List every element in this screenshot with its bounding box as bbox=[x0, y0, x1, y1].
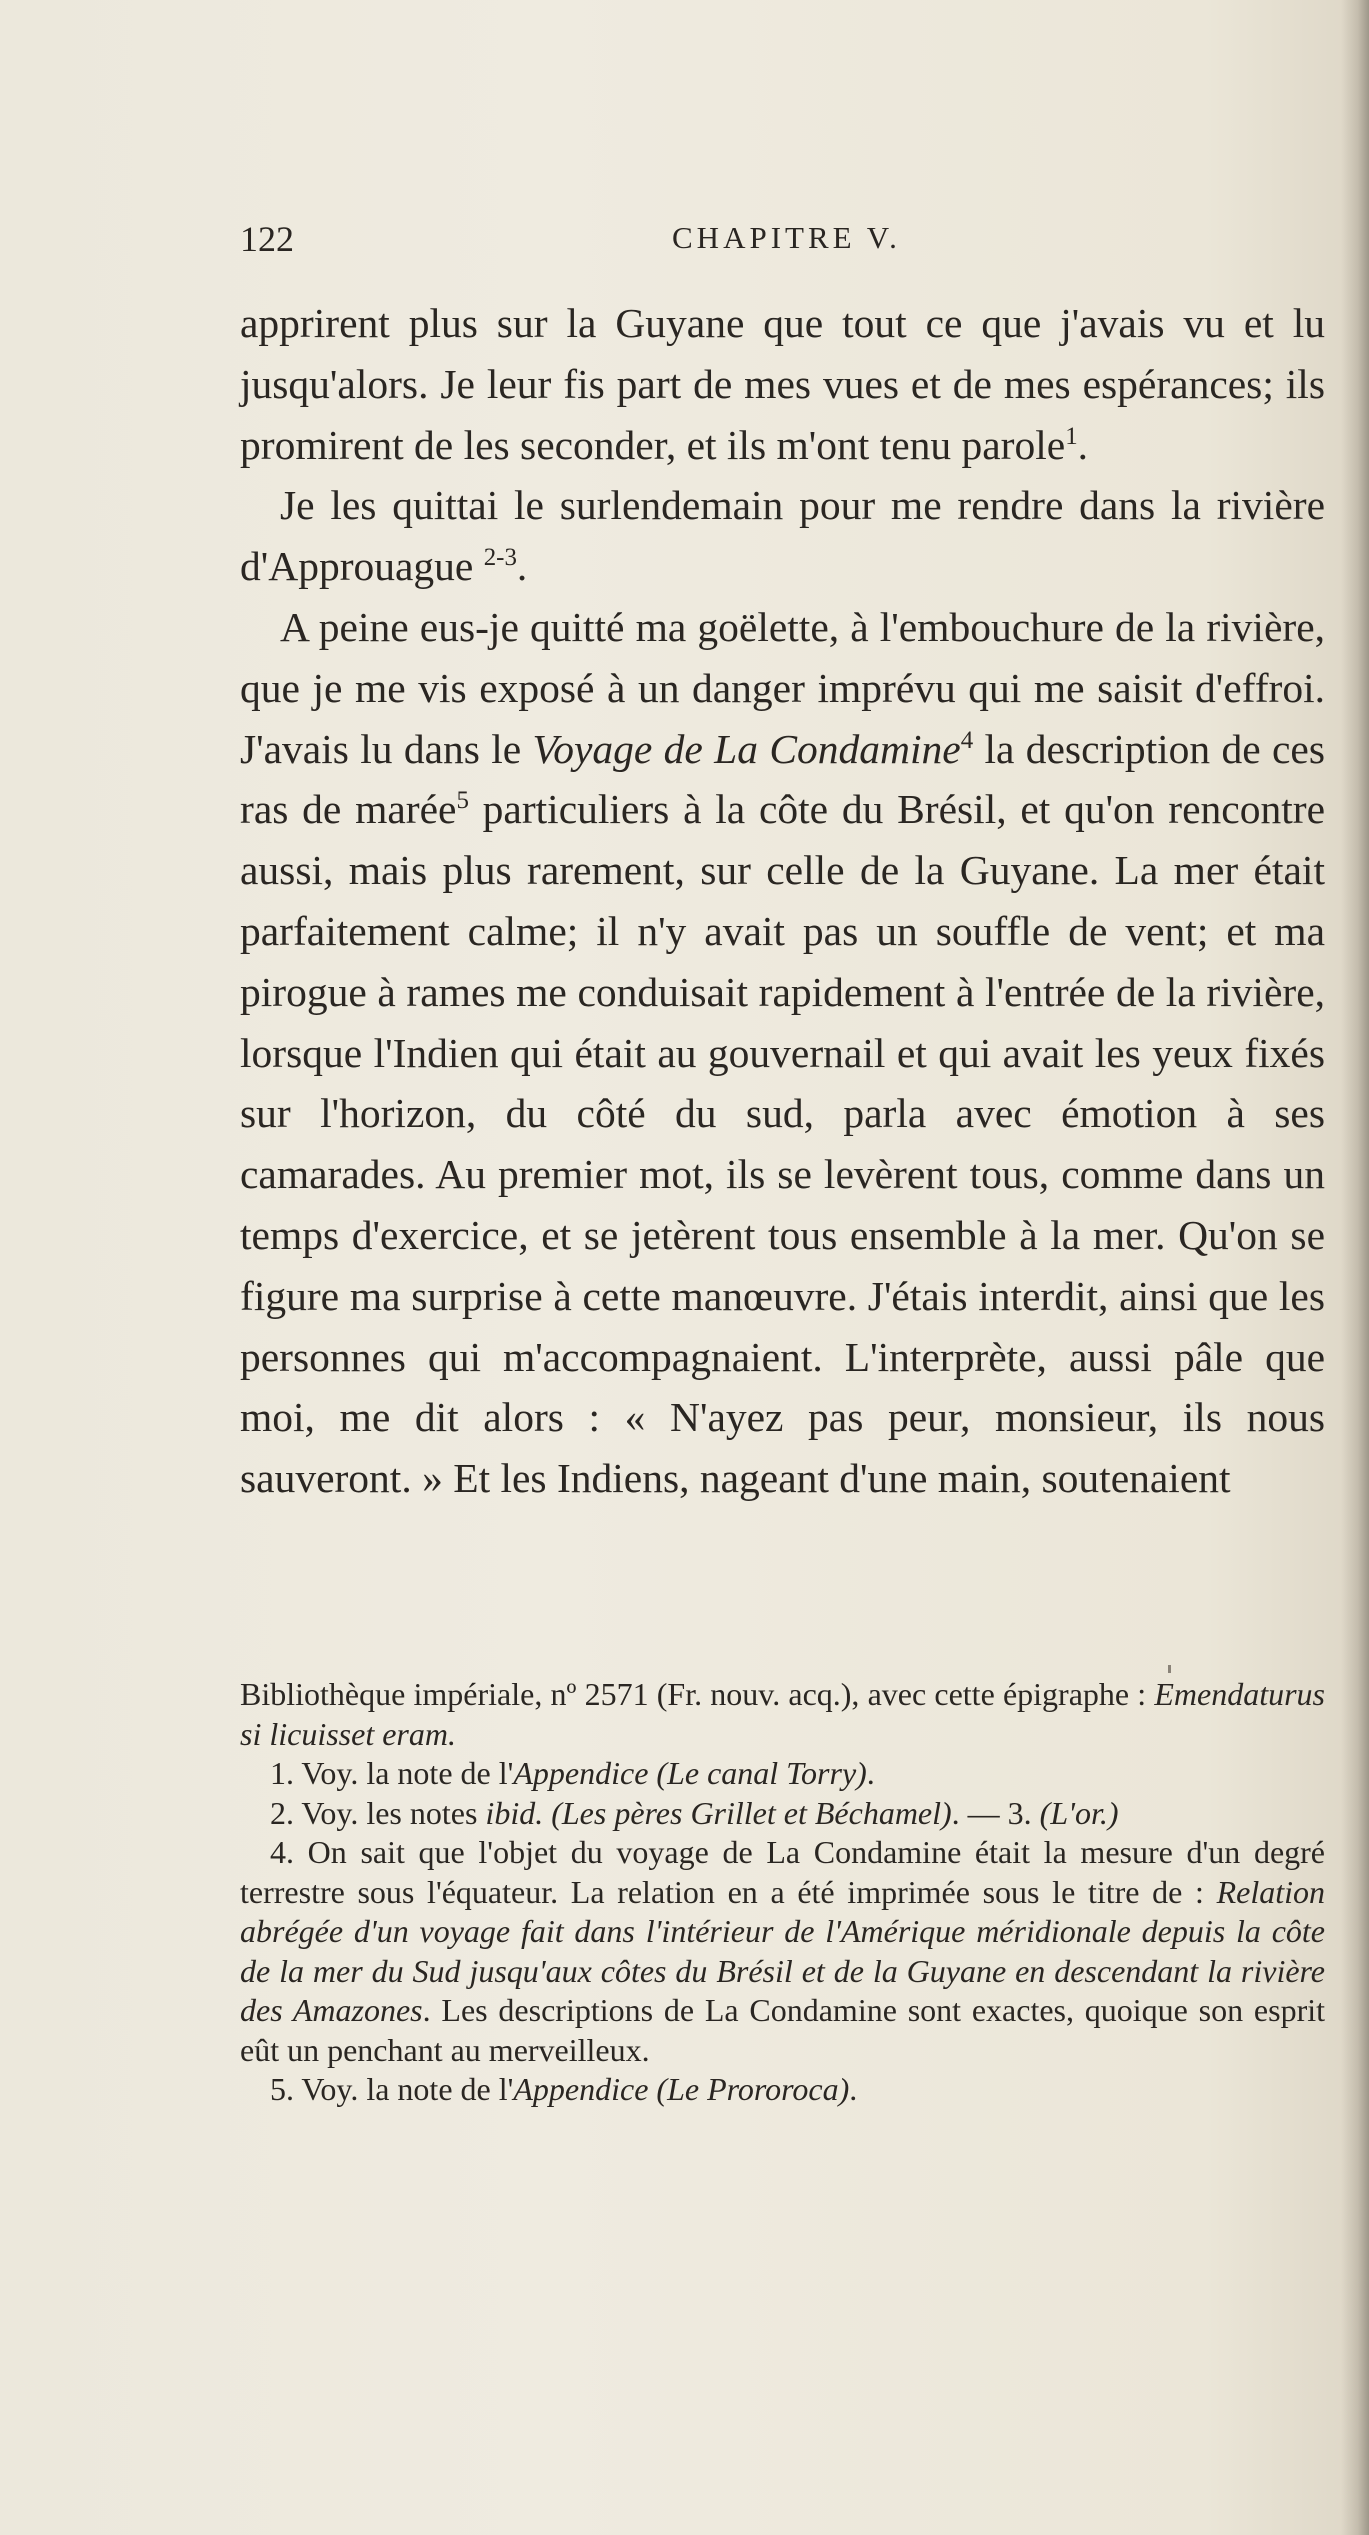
footnote-5: 5. Voy. la note de l'Appendice (Le Prororoca). bbox=[270, 2071, 858, 2107]
footnote-4: 4. On sait que l'objet du voyage de La Condamine était la mesure d'un degré terrestre sous l'équateur. La relation en a été imprimée sous le titre de : Relation abrégée d'un voyage fait dans l'intérieur de l'Amérique méridionale depuis la côte de la mer du Sud jusqu'aux côtes du Brésil et de la Guyane en descendant la rivière des Amazones. Les descriptions de La Condamine sont exactes, quoique son esprit eût un penchant au merveilleux. bbox=[240, 1834, 1326, 2068]
footnote-1: 1. Voy. la note de l'Appendice (Le canal Torry). bbox=[270, 1755, 875, 1791]
page-number: 122 bbox=[240, 219, 294, 259]
footnote-ref-1: 1 bbox=[1065, 422, 1078, 450]
main-text bbox=[240, 293, 1325, 1509]
paragraph-3: A peine eus-je quitté ma goëlette, à l'embouchure de la rivière, que je me vis exposé à un danger imprévu qui me saisit d'effroi. J'avais lu dans le Voyage de La Condamine$^4$ la description de ces ras de marée$^5$ particuliers à la côte du Brésil, et qu'on rencontre aussi, mais plus rarement, sur celle de la Guyane. La mer était parfaitement calme; il n'y avait pas un souffle de vent; et ma pirogue à rames me conduisait rapidement à l'entrée de la rivière, lorsque l'Indien qui était au gouvernail et qui avait les yeux fixés sur l'horizon, du côté du sud, parla avec émotion à ses camarades. Au premier mot, ils se levèrent tous, comme dans un temps d'exercice, et se jetèrent tous ensemble à la mer. Qu'on se figure ma surprise à cette manœuvre. J'étais interdit, ainsi que les personnes qui m'accompagnaient. L'interprète, aussi pâle que moi, me dit alors : « N'ayez pas peur, monsieur, ils nous sauveront. » Et les Indiens, nageant d'une main, soutenaient bbox=[240, 603, 1325, 1502]
book-title: Voyage de La Condamine bbox=[532, 725, 961, 772]
footnote-ref-5: 5 bbox=[456, 787, 469, 815]
footnote-ref-2-3: 2-3 bbox=[483, 544, 517, 572]
page-edge-shadow bbox=[1341, 0, 1369, 2535]
footnote-source: Bibliothèque impériale, nº 2571 (Fr. nouv. acq.), avec cette épigraphe : Emendaturus si licuisset eram. bbox=[240, 1676, 1325, 1752]
running-title: CHAPITRE V. bbox=[672, 220, 901, 255]
footnotes bbox=[240, 1675, 1325, 2110]
footnote-2-3: 2. Voy. les notes ibid. (Les pères Grillet et Béchamel). — 3. (L'or.) bbox=[270, 1794, 1119, 1831]
footnote-ref-4: 4 bbox=[960, 726, 974, 754]
page-header bbox=[240, 218, 1315, 268]
paragraph-1: apprirent plus sur la Guyane que tout ce que j'avais vu et lu jusqu'alors. Je leur fis part de mes vues et de mes espérances; ils promirent de les seconder, et ils m'ont tenu parole$^1$. bbox=[240, 300, 1325, 468]
paragraph-2: Je les quittai le surlendemain pour me rendre dans la rivière d'Approuague $^{2-3}$. bbox=[240, 482, 1325, 590]
footnote-separator bbox=[1168, 1665, 1171, 1673]
